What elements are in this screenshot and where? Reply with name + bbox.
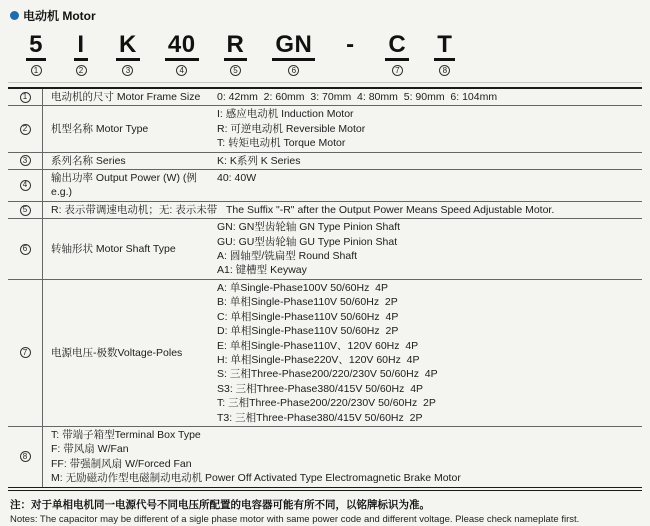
- row-number-badge: 7: [20, 347, 31, 358]
- row-value: D: 单相Single-Phase110V 50/60Hz 2P: [217, 325, 399, 338]
- code-segment-shaft-type: GN 6: [272, 32, 315, 76]
- row-value: A: 圆轴型/铣扁型 Round Shaft: [217, 250, 358, 263]
- table-row-motor-type: [8, 106, 642, 152]
- row-number-badge: 1: [20, 92, 31, 103]
- row-number-badge: 8: [20, 451, 31, 462]
- row-value: 40: 40W: [217, 172, 257, 185]
- row-value: E: 单相Single-Phase110V、120V 60Hz 4P: [217, 339, 419, 352]
- note-chinese: 注：对于单相电机同一电源代号不同电压所配置的电容器可能有所不同，以铭牌标识为准。: [10, 498, 430, 511]
- row-value: A: 单Single-Phase100V 50/60Hz 4P: [217, 281, 389, 294]
- row-label: 电源电压-极数Voltage-Poles: [51, 346, 183, 359]
- row-label: 电动机的尺寸 Motor Frame Size: [51, 91, 201, 103]
- table-row-frame-size: [8, 89, 642, 106]
- code-index-badge: 8: [439, 65, 450, 76]
- row-value: S3: 三相Three-Phase380/415V 50/60Hz 4P: [217, 382, 424, 395]
- section-title: 电动机 Motor: [23, 9, 96, 23]
- row-label: 系列名称 Series: [51, 154, 126, 167]
- footnotes: [0, 491, 650, 526]
- code-segment-option: T 8: [434, 32, 455, 76]
- row-number-badge: 5: [20, 205, 31, 216]
- spec-table: [8, 87, 642, 491]
- row-value: H: 单相Single-Phase220V、120V 60Hz 4P: [217, 353, 420, 366]
- row-number-badge: 2: [20, 124, 31, 135]
- row-value: R: 可逆电动机 Reversible Motor: [217, 122, 366, 135]
- code-segment-motor-type: I 2: [71, 32, 91, 76]
- table-row-speed-adjustable: [8, 202, 642, 219]
- code-segment-frame-size: 5 1: [26, 32, 46, 76]
- row-value: 0: 42mm 2: 60mm 3: 70mm 4: 80mm 5: 90mm 6: 104mm: [217, 91, 498, 103]
- row-value: T: 三相Three-Phase200/220/230V 50/60Hz 2P: [217, 397, 436, 410]
- row-value: I: 感应电动机 Induction Motor: [217, 108, 354, 121]
- row-value: S: 三相Three-Phase200/220/230V 50/60Hz 4P: [217, 368, 438, 381]
- code-index-badge: 7: [392, 65, 403, 76]
- code-index-badge: 2: [76, 65, 87, 76]
- code-index-badge: 4: [176, 65, 187, 76]
- code-segment-voltage-poles: C 7: [385, 32, 409, 76]
- row-value: A1: 键槽型 Keyway: [217, 264, 307, 277]
- row-value: GN: GN型齿轮轴 GN Type Pinion Shaft: [217, 221, 401, 234]
- code-segment-output-power: 40 4: [165, 32, 199, 76]
- row-value: GU: GU型齿轮轴 GU Type Pinion Shat: [217, 235, 398, 248]
- row-value: FF: 带强制风扇 W/Forced Fan: [51, 457, 192, 470]
- section-header: [0, 0, 650, 24]
- model-code: [0, 24, 650, 82]
- row-value: K: K系列 K Series: [217, 154, 301, 167]
- code-index-badge: 3: [122, 65, 133, 76]
- code-segment-speed-adjustable: R 5: [224, 32, 248, 76]
- row-value: M: 无励磁动作型电磁制动电动机 Power Off Activated Type Electromagnetic Brake Motor: [51, 472, 461, 485]
- table-row-option: [8, 427, 642, 487]
- row-label: 转轴形状 Motor Shaft Type: [51, 242, 176, 255]
- row-value: F: 带风扇 W/Fan: [51, 443, 129, 456]
- table-row-series: [8, 153, 642, 170]
- row-value: T: 带端子箱型Terminal Box Type: [51, 428, 201, 441]
- row-value: B: 单相Single-Phase110V 50/60Hz 2P: [217, 296, 398, 309]
- divider: [8, 82, 642, 83]
- table-row-voltage-poles: [8, 280, 642, 427]
- code-index-badge: 6: [288, 65, 299, 76]
- row-number-badge: 6: [20, 244, 31, 255]
- code-index-badge: 5: [230, 65, 241, 76]
- row-merged-text: R: 表示带调速电动机；无: 表示未带 The Suffix "-R" after the Output Power Means Speed Adjustable Motor.: [51, 203, 555, 216]
- bullet-icon: [10, 11, 19, 20]
- table-row-output-power: [8, 170, 642, 202]
- row-value: C: 单相Single-Phase110V 50/60Hz 4P: [217, 310, 399, 323]
- row-label: 输出功率 Output Power (W) (例 e.g.): [51, 172, 200, 199]
- row-label: 机型名称 Motor Type: [51, 122, 149, 135]
- row-number-badge: 4: [20, 180, 31, 191]
- row-value: T3: 三相Three-Phase380/415V 50/60Hz 2P: [217, 411, 423, 424]
- code-segment-series: K 3: [116, 32, 140, 76]
- row-number-badge: 3: [20, 155, 31, 166]
- note-english: Notes: The capacitor may be different of a sigle phase motor with same power code and different voltage. Please check nameplate first.: [10, 513, 580, 525]
- row-value: T: 转矩电动机 Torque Motor: [217, 137, 346, 150]
- code-index-badge: 1: [31, 65, 42, 76]
- table-row-shaft-type: [8, 219, 642, 280]
- code-segment-dash: -: [346, 31, 355, 58]
